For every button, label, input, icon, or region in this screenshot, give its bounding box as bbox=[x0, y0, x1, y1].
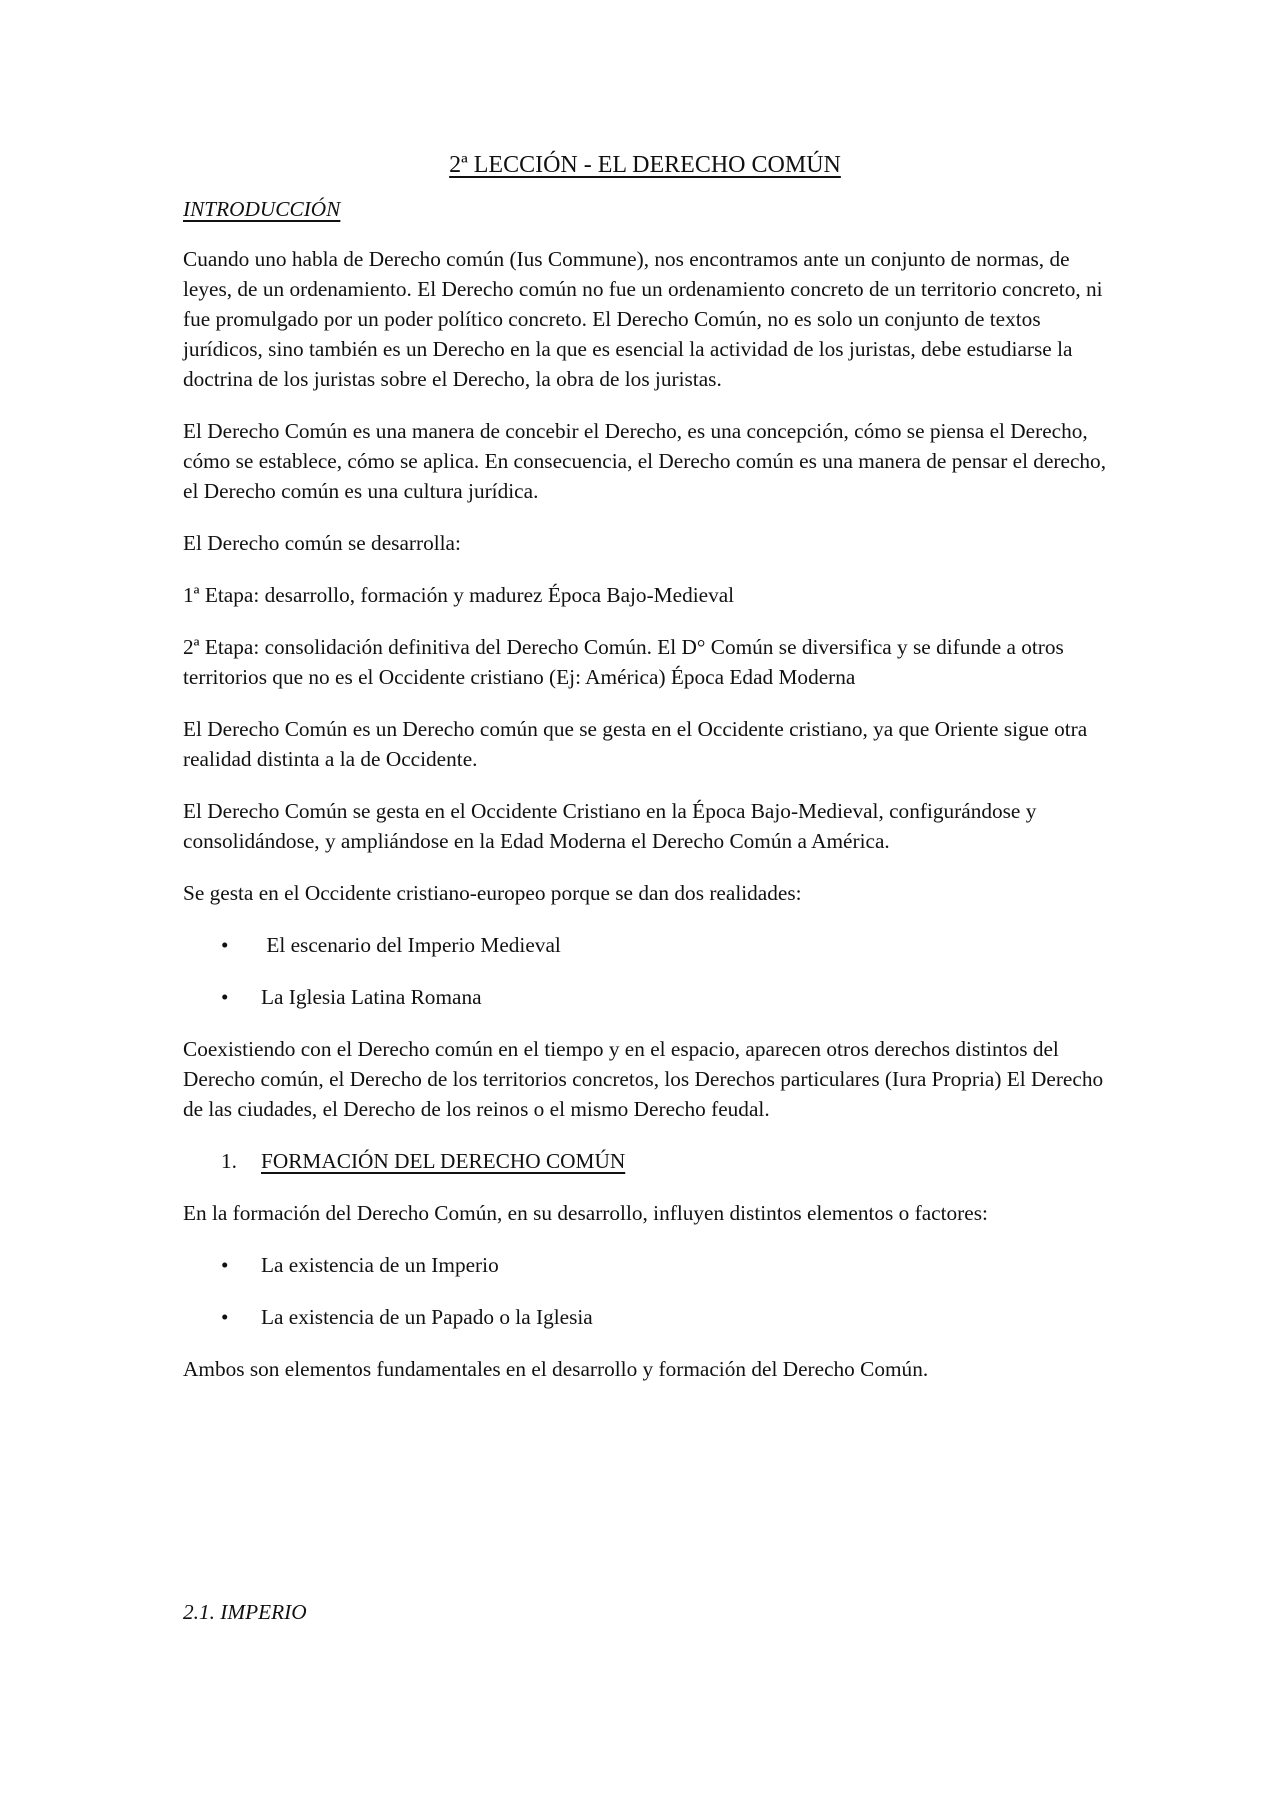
bullet-icon: • bbox=[221, 985, 229, 1009]
bullet-icon: • bbox=[221, 1253, 229, 1277]
section-heading-formation bbox=[183, 1146, 1107, 1176]
bullet-list-factors bbox=[183, 1250, 1107, 1332]
page-title bbox=[183, 148, 1107, 182]
paragraph: En la formación del Derecho Común, en su desarrollo, influyen distintos elementos o factores: bbox=[183, 1201, 988, 1225]
list-item-text: La existencia de un Imperio bbox=[261, 1253, 499, 1277]
list-item bbox=[183, 982, 1107, 1012]
list-item-text: La Iglesia Latina Romana bbox=[261, 985, 482, 1009]
list-item bbox=[183, 1302, 1107, 1332]
subsection-heading-imperio: 2.1. IMPERIO bbox=[183, 1600, 307, 1624]
section-title: FORMACIÓN DEL DERECHO COMÚN bbox=[261, 1149, 626, 1173]
list-item bbox=[183, 930, 1107, 960]
paragraph: El Derecho Común es una manera de concebir el Derecho, es una concepción, cómo se piensa el Derecho, cómo se establece, cómo se aplica. En consecuencia, el Derecho común es una manera de pensar el derecho, el Derecho común es una cultura jurídica. bbox=[183, 419, 1107, 503]
paragraph: Se gesta en el Occidente cristiano-europeo porque se dan dos realidades: bbox=[183, 881, 802, 905]
document-body bbox=[183, 148, 1107, 1406]
bullet-list-realities bbox=[183, 930, 1107, 1012]
bullet-icon: • bbox=[221, 933, 229, 957]
paragraph: El Derecho Común se gesta en el Occidente Cristiano en la Época Bajo-Medieval, configurándose y consolidándose, y ampliándose en la Edad Moderna el Derecho Común a América. bbox=[183, 799, 1037, 853]
page-title-text: 2ª LECCIÓN - EL DERECHO COMÚN bbox=[449, 152, 841, 178]
section-number: 1. bbox=[221, 1149, 237, 1173]
paragraph: El Derecho común se desarrolla: bbox=[183, 531, 461, 555]
paragraph: 1ª Etapa: desarrollo, formación y madurez Época Bajo-Medieval bbox=[183, 583, 735, 607]
list-item bbox=[183, 1250, 1107, 1280]
paragraph: Coexistiendo con el Derecho común en el tiempo y en el espacio, aparecen otros derechos distintos del Derecho común, el Derecho de los territorios concretos, los Derechos particulares (Iura Propria) El Derecho de las ciudades, el Derecho de los reinos o el mismo Derecho feudal. bbox=[183, 1037, 1104, 1121]
paragraph: El Derecho Común es un Derecho común que se gesta en el Occidente cristiano, ya que Oriente sigue otra realidad distinta a la de Occidente. bbox=[183, 717, 1088, 771]
bullet-icon: • bbox=[221, 1305, 229, 1329]
paragraph: 2ª Etapa: consolidación definitiva del Derecho Común. El D° Común se diversifica y se difunde a otros territorios que no es el Occidente cristiano (Ej: América) Época Edad Moderna bbox=[183, 635, 1064, 689]
list-item-text: El escenario del Imperio Medieval bbox=[261, 933, 561, 957]
list-item-text: La existencia de un Papado o la Iglesia bbox=[261, 1305, 593, 1329]
paragraph: Cuando uno habla de Derecho común (Ius Commune), nos encontramos ante un conjunto de normas, de leyes, de un ordenamiento. El Derecho común no fue un ordenamiento concreto de un territorio concreto, ni fue promulgado por un poder político concreto. El Derecho Común, no es solo un conjunto de textos jurídicos, sino también es un Derecho en la que es esencial la actividad de los juristas, debe estudiarse la doctrina de los juristas sobre el Derecho, la obra de los juristas. bbox=[183, 247, 1103, 391]
paragraph: Ambos son elementos fundamentales en el desarrollo y formación del Derecho Común. bbox=[183, 1357, 929, 1381]
intro-heading: INTRODUCCIÓN bbox=[183, 197, 341, 221]
